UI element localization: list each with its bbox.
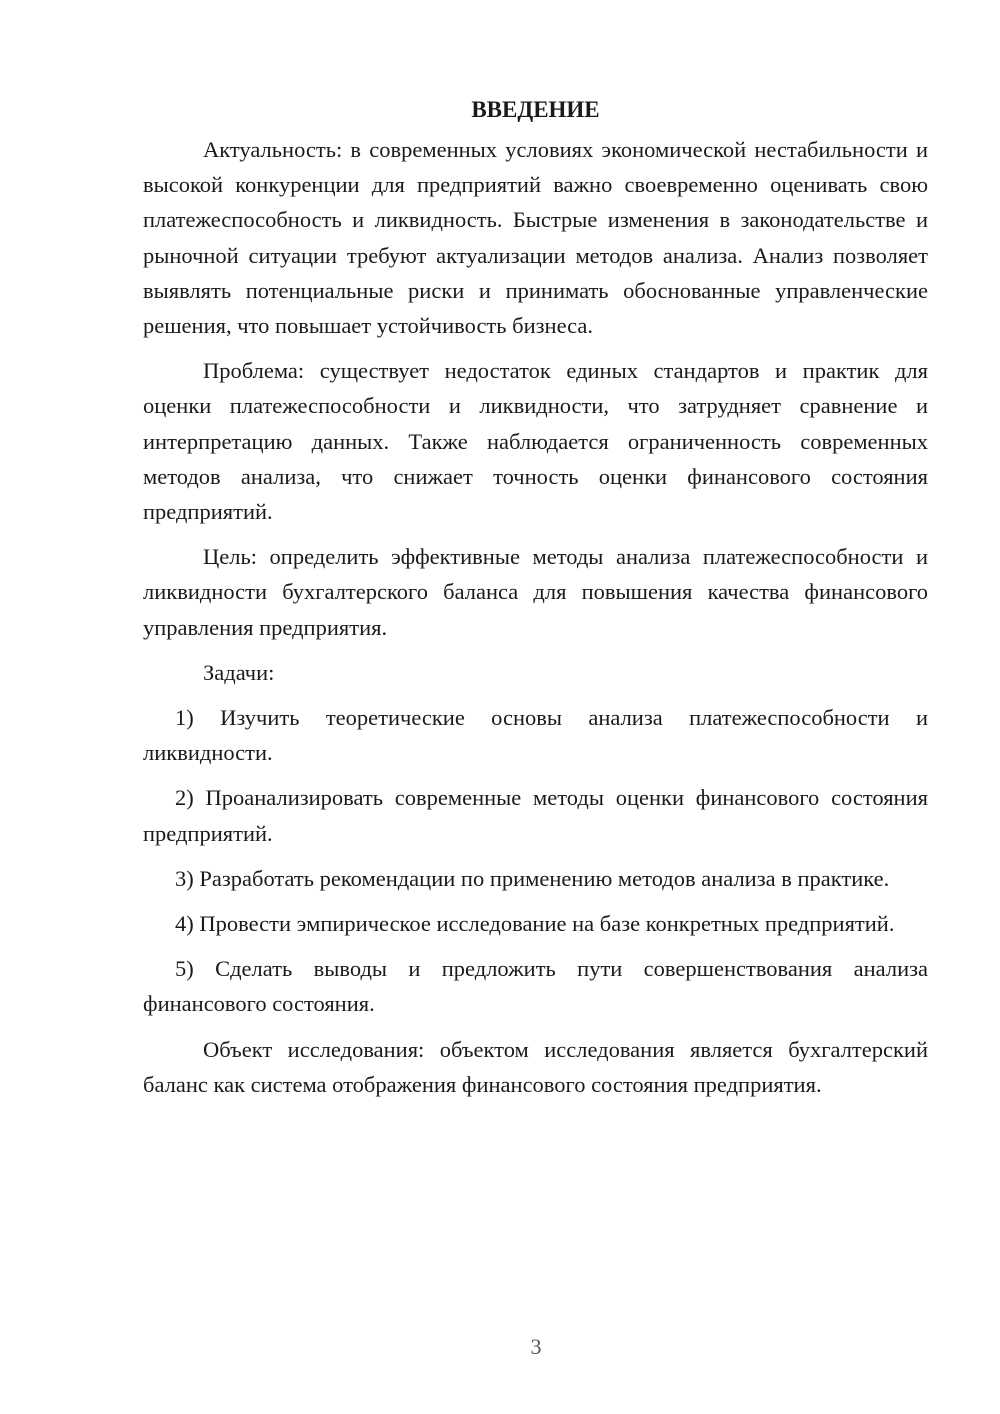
- task-item: 4) Провести эмпирическое исследование на базе конкретных предприятий.: [175, 911, 895, 937]
- object-paragraph: Объект исследования: объектом исследования является бухгалтерский баланс как система отображения финансового состояния предприятия.: [143, 1036, 928, 1097]
- page-number: 3: [530, 1334, 542, 1359]
- task-item: 5) Сделать выводы и предложить пути совершенствования анализа финансового состояния.: [143, 956, 928, 1017]
- task-item: 3) Разработать рекомендации по применению методов анализа в практике.: [175, 865, 890, 891]
- section-title: ВВЕДЕНИЕ: [471, 97, 600, 122]
- problem-paragraph: Проблема: существует недостаток единых стандартов и практик для оценки платежеспособности и ликвидности, что затрудняет сравнение и интерпретацию данных. Также наблюдается ограниченность современных методов анализа, что снижает точность оценки финансового состояния предприятий.: [143, 358, 928, 525]
- task-item: 2) Проанализировать современные методы оценки финансового состояния предприятий.: [143, 785, 928, 846]
- document-page: [143, 92, 928, 1112]
- goal-paragraph: Цель: определить эффективные методы анализа платежеспособности и ликвидности бухгалтерского баланса для повышения качества финансового управления предприятия.: [143, 544, 928, 640]
- task-item: 1) Изучить теоретические основы анализа платежеспособности и ликвидности.: [143, 705, 928, 766]
- tasks-heading: Задачи:: [203, 659, 275, 685]
- relevance-paragraph: Актуальность: в современных условиях экономической нестабильности и высокой конкуренции для предприятий важно своевременно оценивать свою платежеспособность и ликвидность. Быстрые изменения в законодательстве и рыночной ситуации требуют актуализации методов анализа. Анализ позволяет выявлять потенциальные риски и принимать обоснованные управленческие решения, что повышает устойчивость бизнеса.: [143, 137, 928, 339]
